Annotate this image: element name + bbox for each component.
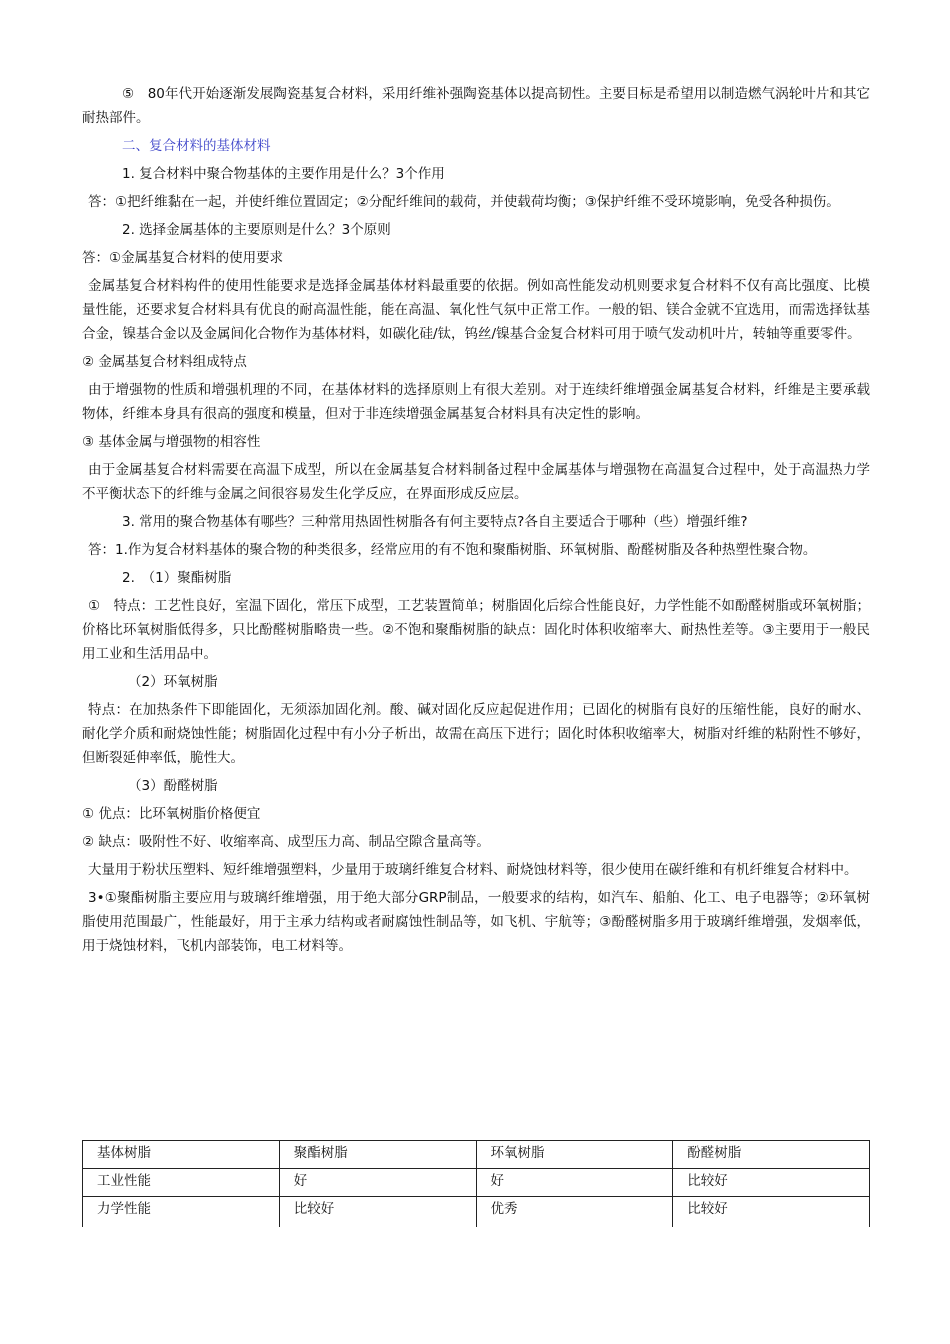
answer-2-item-2: ② 金属基复合材料组成特点 bbox=[82, 354, 247, 370]
polyester-text: ① 特点：工艺性良好，室温下固化，常压下成型，工艺装置简单；树脂固化后综合性能良好，力学性能不如酚醛树脂或环氧树脂；价格比环氧树脂低得多，只比酚醛树脂略贵一些。②不饱和聚酯树脂的缺点：固化时体积收缩率大、耐热性差等。③主要用于一般民用工业和生活用品中。 bbox=[82, 598, 870, 662]
paragraph-ceramic: ⑤ 80年代开始逐渐发展陶瓷基复合材料，采用纤维补强陶瓷基体以提高韧性。主要目标是希望用以制造燃气涡轮叶片和其它耐热部件。 bbox=[82, 86, 870, 126]
table-cell: 比较好 bbox=[673, 1169, 870, 1197]
question-3: 3. 常用的聚合物基体有哪些？三种常用热固性树脂各有何主要特点?各自主要适合于哪种（些）增强纤维? bbox=[122, 514, 748, 530]
phenolic-usage: 大量用于粉状压塑料、短纤维增强塑料，少量用于玻璃纤维复合材料、耐烧蚀材料等，很少使用在碳纤维和有机纤维复合材料中。 bbox=[88, 862, 858, 878]
table-cell: 工业性能 bbox=[83, 1169, 280, 1197]
table-header-cell: 基体树脂 bbox=[83, 1141, 280, 1169]
epoxy-heading: （2）环氧树脂 bbox=[128, 674, 218, 690]
resin-comparison-table bbox=[82, 1140, 870, 1227]
answer-3-part-3: 3•①聚酯树脂主要应用与玻璃纤维增强，用于绝大部分GRP制品，一般要求的结构，如汽车、船舶、化工、电子电器等；②环氧树脂使用范围最广，性能最好，用于主承力结构或者耐腐蚀性制品等，如飞机、宇航等；③酚醛树脂多用于玻璃纤维增强，发烟率低，用于烧蚀材料，飞机内部装饰，电工材料等。 bbox=[82, 890, 870, 954]
table-header-cell: 酚醛树脂 bbox=[673, 1141, 870, 1169]
answer-2-item-3: ③ 基体金属与增强物的相容性 bbox=[82, 434, 261, 450]
table-header-row bbox=[83, 1141, 870, 1169]
document-body bbox=[82, 82, 870, 962]
table-cell: 优秀 bbox=[476, 1197, 673, 1228]
section-heading: 二、复合材料的基体材料 bbox=[122, 138, 271, 154]
table-row bbox=[83, 1169, 870, 1197]
table-header-cell: 环氧树脂 bbox=[476, 1141, 673, 1169]
table-cell: 比较好 bbox=[673, 1197, 870, 1228]
epoxy-text: 特点：在加热条件下即能固化，无须添加固化剂。酸、碱对固化反应起促进作用；已固化的树脂有良好的压缩性能，良好的耐水、耐化学介质和耐烧蚀性能；树脂固化过程中有小分子析出，故需在高压下进行；固化时体积收缩率大，树脂对纤维的粘附性不够好，但断裂延伸率低，脆性大。 bbox=[82, 702, 870, 766]
phenolic-disadvantage: ② 缺点：吸附性不好、收缩率高、成型压力高、制品空隙含量高等。 bbox=[82, 834, 490, 850]
table-row bbox=[83, 1197, 870, 1228]
table-cell: 好 bbox=[279, 1169, 476, 1197]
question-2: 2. 选择金属基体的主要原则是什么？3个原则 bbox=[122, 222, 391, 238]
table-cell: 比较好 bbox=[279, 1197, 476, 1228]
table-cell: 好 bbox=[476, 1169, 673, 1197]
answer-1: 答：①把纤维黏在一起，并使纤维位置固定；②分配纤维间的载荷，并使载荷均衡；③保护纤维不受环境影响，免受各种损伤。 bbox=[88, 194, 840, 210]
phenolic-heading: （3）酚醛树脂 bbox=[128, 778, 218, 794]
question-1: 1. 复合材料中聚合物基体的主要作用是什么？3个作用 bbox=[122, 166, 445, 182]
polyester-heading: 2. （1）聚酯树脂 bbox=[122, 570, 232, 586]
phenolic-advantage: ① 优点：比环氧树脂价格便宜 bbox=[82, 806, 261, 822]
answer-3-part-1: 答：1.作为复合材料基体的聚合物的种类很多，经常应用的有不饱和聚酯树脂、环氧树脂、酚醛树脂及各种热塑性聚合物。 bbox=[88, 542, 817, 558]
answer-2-item-1-text: 金属基复合材料构件的使用性能要求是选择金属基体材料最重要的依据。例如高性能发动机则要求复合材料不仅有高比强度、比模量性能，还要求复合材料具有优良的耐高温性能，能在高温、氧化性气氛中正常工作。一般的铝、镁合金就不宜选用，而需选择钛基合金，镍基合金以及金属间化合物作为基体材料，如碳化硅/钛，钨丝/镍基合金复合材料可用于喷气发动机叶片，转轴等重要零件。 bbox=[82, 278, 870, 342]
answer-2-item-3-text: 由于金属基复合材料需要在高温下成型，所以在金属基复合材料制备过程中金属基体与增强物在高温复合过程中，处于高温热力学不平衡状态下的纤维与金属之间很容易发生化学反应，在界面形成反应层。 bbox=[82, 462, 870, 502]
table-cell: 力学性能 bbox=[83, 1197, 280, 1228]
answer-2-item-2-text: 由于增强物的性质和增强机理的不同，在基体材料的选择原则上有很大差别。对于连续纤维增强金属基复合材料，纤维是主要承载物体，纤维本身具有很高的强度和模量，但对于非连续增强金属基复合材料具有决定性的影响。 bbox=[82, 382, 870, 422]
answer-2-item-1: 答：①金属基复合材料的使用要求 bbox=[82, 250, 284, 266]
table-header-cell: 聚酯树脂 bbox=[279, 1141, 476, 1169]
